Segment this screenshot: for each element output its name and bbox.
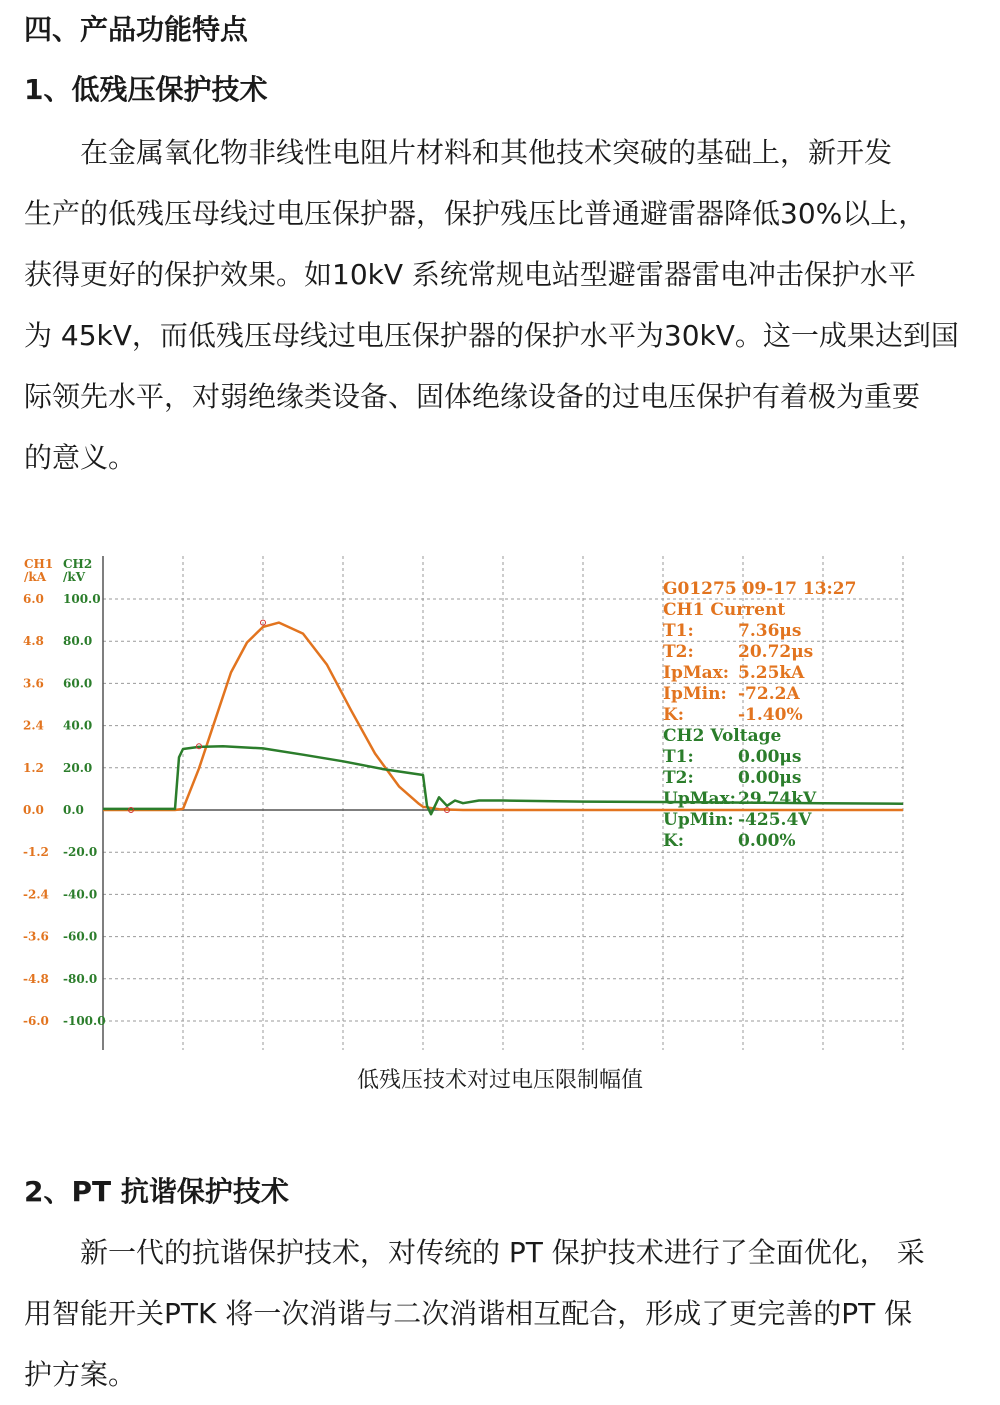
paragraph-line: 的意义。 — [24, 441, 137, 474]
ch1-tick-label: -1.2 — [23, 845, 49, 860]
figure-caption: 低残压技术对过电压限制幅值 — [356, 1068, 643, 1093]
overlay-ch2-label: UpMax: — [663, 789, 736, 809]
ch2-tick-label: -40.0 — [63, 887, 98, 902]
overlay-ch1-label: T1: — [663, 621, 694, 641]
overlay-ch2-value: -425.4V — [738, 810, 812, 830]
ch2-unit: /kV — [63, 570, 86, 584]
overlay-ch2-value: 0.00% — [738, 831, 796, 851]
overlay-ch1-value: 7.36μs — [738, 621, 802, 641]
ch1-header: CH1 — [24, 557, 54, 571]
ch1-tick-label: -3.6 — [23, 929, 49, 944]
ch2-header: CH2 — [63, 557, 93, 571]
paragraph-line: 用智能开关PTK 将一次消谐与二次消谐相互配合，形成了更完善的PT 保 — [24, 1297, 913, 1330]
overlay-ch2-label: T2: — [663, 768, 694, 788]
subsection-1-title: 1、低残压保护技术 — [24, 73, 268, 106]
overlay-header: G01275 09-17 13:27 — [663, 579, 857, 599]
ch1-tick-label: -2.4 — [23, 887, 49, 902]
overlay-ch1-label: CH1 Current — [663, 600, 786, 620]
overlay-ch1-label: IpMax: — [663, 663, 730, 683]
subsection-2-paragraph — [24, 1222, 994, 1405]
ch2-tick-label: 20.0 — [63, 760, 93, 775]
ch2-tick-label: -20.0 — [63, 845, 98, 860]
ch2-tick-label: 80.0 — [63, 634, 93, 649]
overlay-ch2-value: 29.74kV — [738, 789, 817, 809]
ch1-tick-label: 6.0 — [23, 592, 44, 606]
paragraph-line: 在金属氧化物非线性电阻片材料和其他技术突破的基础上，新开发 — [80, 136, 893, 169]
subsection-1-paragraph — [24, 122, 994, 488]
overlay-ch1-label: IpMin: — [663, 684, 727, 704]
ch2-tick-label: 0.0 — [63, 803, 84, 817]
ch1-tick-label: 4.8 — [23, 634, 44, 649]
subsection-2-title: 2、PT 抗谐保护技术 — [24, 1175, 289, 1208]
overlay-ch1-value: -72.2A — [738, 684, 800, 704]
overlay-ch1-value: 5.25kA — [738, 663, 805, 683]
ch1-tick-label: -6.0 — [23, 1014, 49, 1028]
overlay-ch2-label: UpMin: — [663, 810, 734, 830]
section-title: 四、产品功能特点 — [24, 13, 249, 46]
overlay-ch1-label: K: — [663, 705, 685, 725]
paragraph-line: 获得更好的保护效果。如10kV 系统常规电站型避雷器雷电冲击保护水平 — [24, 258, 916, 291]
paragraph-line: 际领先水平，对弱绝缘类设备、固体绝缘设备的过电压保护有着极为重要 — [24, 380, 921, 413]
ch1-tick-label: 0.0 — [23, 803, 44, 817]
ch1-unit: /kA — [24, 570, 47, 584]
ch1-tick-label: 3.6 — [23, 676, 44, 691]
chart-axis-labels — [23, 557, 106, 1028]
overlay-ch2-label: K: — [663, 831, 685, 851]
ch1-tick-label: 1.2 — [23, 760, 44, 775]
overlay-ch2-value: 0.00μs — [738, 768, 802, 788]
ch2-tick-label: -80.0 — [63, 971, 98, 986]
ch2-tick-label: 100.0 — [63, 592, 101, 606]
ch1-tick-label: 2.4 — [23, 718, 44, 733]
overlay-ch1-value: 20.72μs — [738, 642, 814, 662]
oscillogram-chart — [18, 548, 908, 1054]
overlay-ch1-label: T2: — [663, 642, 694, 662]
overlay-ch2-value: 0.00μs — [738, 747, 802, 767]
ch1-tick-label: -4.8 — [23, 971, 49, 986]
ch2-tick-label: -100.0 — [63, 1014, 106, 1028]
paragraph-line: 生产的低残压母线过电压保护器，保护残压比普通避雷器降低30%以上， — [24, 197, 927, 230]
paragraph-line: 护方案。 — [24, 1358, 137, 1391]
ch2-tick-label: 60.0 — [63, 676, 93, 691]
overlay-ch2-label: CH2 Voltage — [663, 726, 782, 746]
overlay-ch1-value: -1.40% — [738, 705, 803, 725]
paragraph-line: 新一代的抗谐保护技术，对传统的 PT 保护技术进行了全面优化， 采 — [80, 1236, 925, 1269]
paragraph-line: 为 45kV，而低残压母线过电压保护器的保护水平为30kV。这一成果达到国 — [24, 319, 959, 352]
ch2-tick-label: -60.0 — [63, 929, 98, 944]
overlay-ch2-label: T1: — [663, 747, 694, 767]
ch2-tick-label: 40.0 — [63, 718, 93, 733]
